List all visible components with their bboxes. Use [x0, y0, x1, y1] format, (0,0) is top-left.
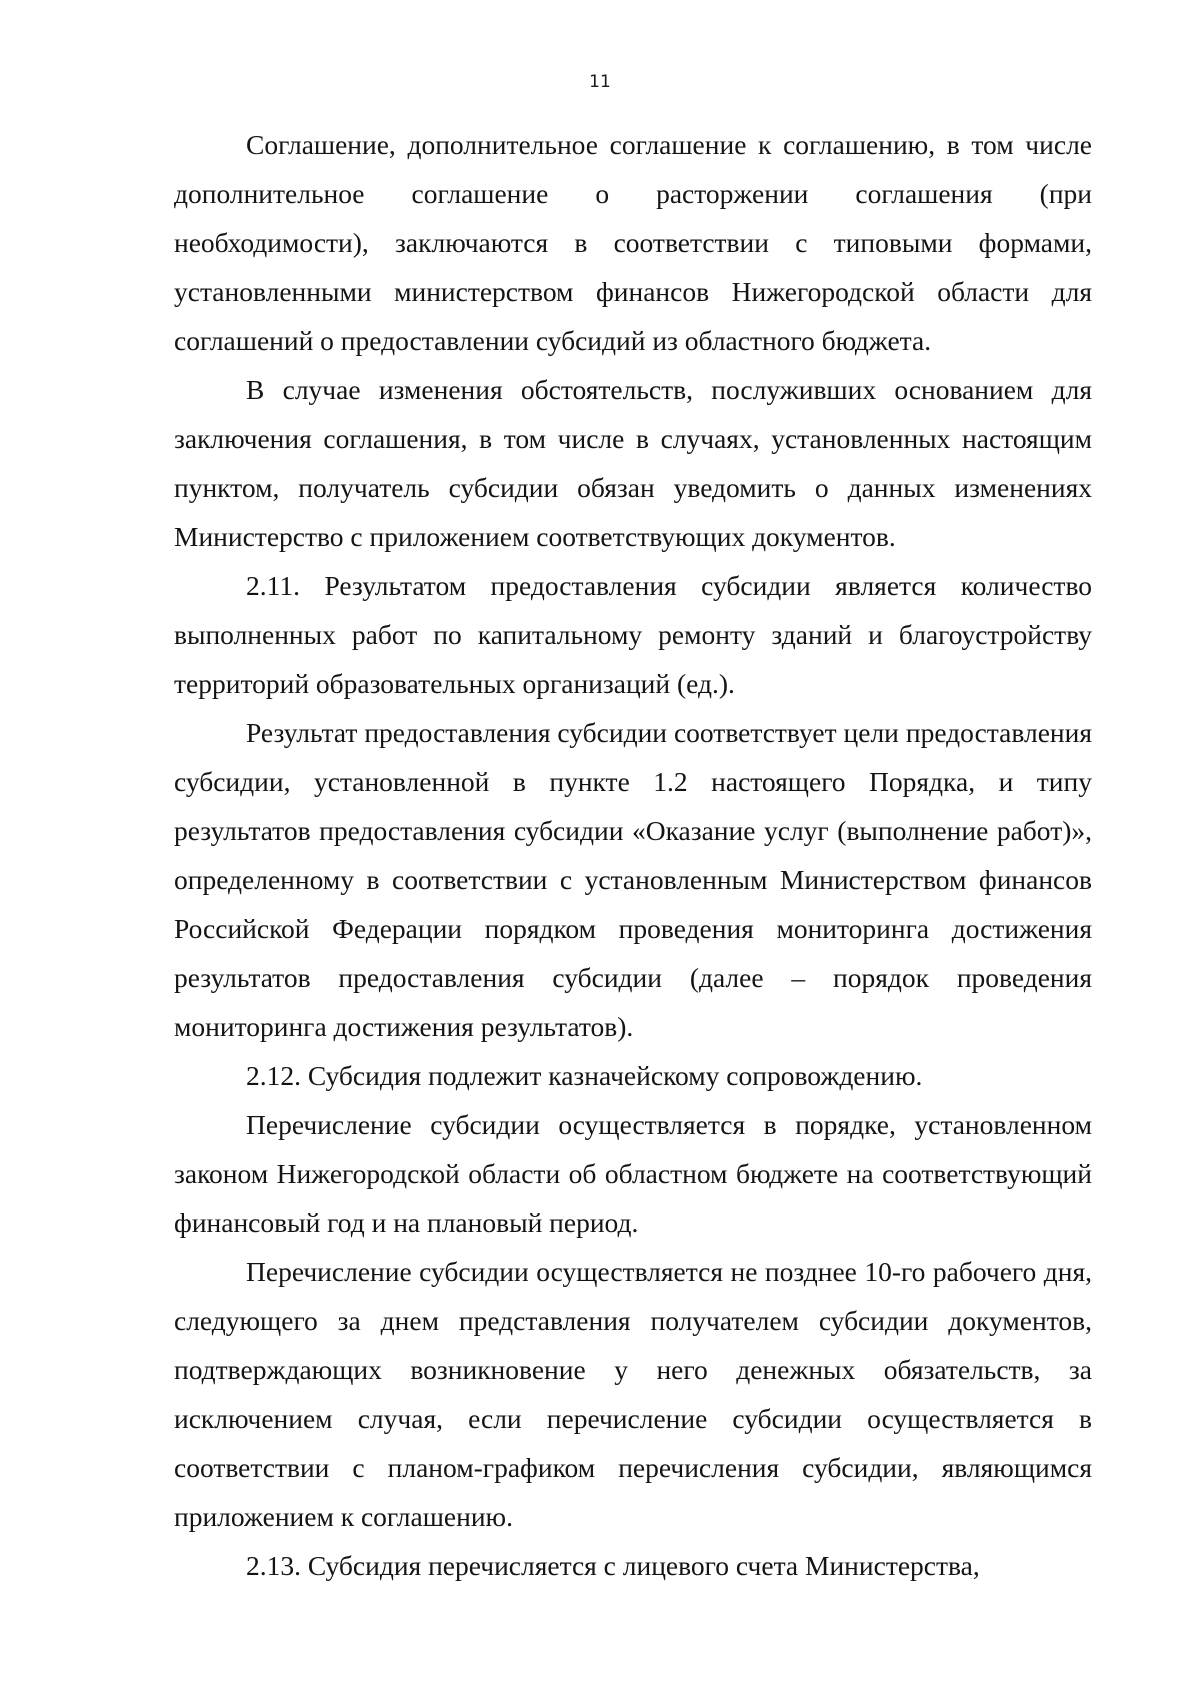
paragraph-2-12-treasury: 2.12. Субсидия подлежит казначейскому сопровождению. [246, 1060, 923, 1091]
document-body [174, 120, 1092, 1590]
paragraph-2-11-result: 2.11. Результатом предоставления субсидии является количество выполненных работ по капитальному ремонту зданий и благоустройству территорий образовательных организаций (ед.). [174, 570, 1092, 699]
page-number: 11 [589, 72, 611, 92]
paragraph-transfer-procedure: Перечисление субсидии осуществляется в порядке, установленном законом Нижегородской области об областном бюджете на соответствующий финансовый год и на плановый период. [174, 1109, 1092, 1238]
paragraph-2-13-account: 2.13. Субсидия перечисляется с лицевого счета Министерства, [246, 1550, 980, 1581]
paragraph-change-notification: В случае изменения обстоятельств, послуживших основанием для заключения соглашения, в том числе в случаях, установленных настоящим пунктом, получатель субсидии обязан уведомить о данных изменениях Министерство с приложением соответствующих документов. [174, 374, 1092, 552]
paragraph-agreement-forms: Соглашение, дополнительное соглашение к соглашению, в том числе дополнительное соглашение о расторжении соглашения (при необходимости), заключаются в соответствии с типовыми формами, установленными министерством финансов Нижегородской области для соглашений о предоставлении субсидий из областного бюджета. [174, 129, 1092, 356]
paragraph-result-correspondence: Результат предоставления субсидии соответствует цели предоставления субсидии, установленной в пункте 1.2 настоящего Порядка, и типу результатов предоставления субсидии «Оказание услуг (выполнение работ)», определенному в соответствии с установленным Министерством финансов Российской Федерации порядком проведения мониторинга достижения результатов предоставления субсидии (далее – порядок проведения мониторинга достижения результатов). [174, 717, 1092, 1042]
paragraph-transfer-deadline: Перечисление субсидии осуществляется не позднее 10-го рабочего дня, следующего за днем представления получателем субсидии документов, подтверждающих возникновение у него денежных обязательств, за исключением случая, если перечисление субсидии осуществляется в соответствии с планом-графиком перечисления субсидии, являющимся приложением к соглашению. [174, 1256, 1092, 1532]
